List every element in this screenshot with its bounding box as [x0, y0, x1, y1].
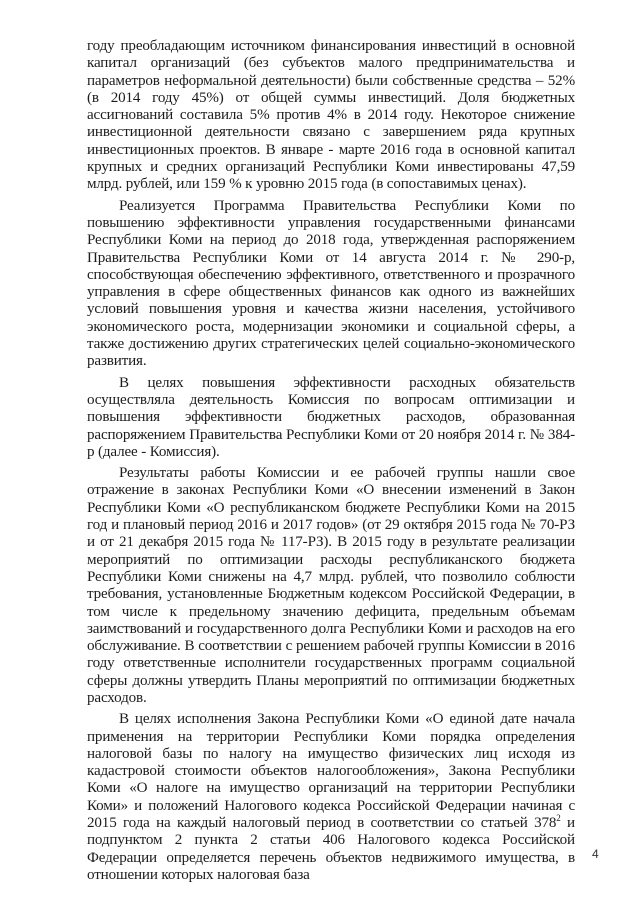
- paragraph-tax-law: [87, 711, 575, 884]
- tax-law-text-start: В целях исполнения Закона Республики Коми «О единой дате начала применения на территории Республики Коми порядка определения налоговой базы по налогу на имущество физических лиц исходя из кадастровой стоимости объектов налогообложения», Закона Республики Коми «О налоге на имущество организаций на территории Республики Коми» и положений Налогового кодекса Российской Федерации начиная с 2015 года на каждый налоговый период в соответствии со статьей 378: [87, 711, 575, 832]
- body-text: [87, 38, 575, 888]
- article-superscript: 2: [556, 813, 561, 824]
- page-number: 4: [592, 847, 599, 861]
- tax-law-text-end: и подпунктом 2 пункта 2 статьи 406 Налогового кодекса Российской Федерации определяется перечень объектов недвижимого имущества, в отношении которых налоговая база: [87, 815, 575, 883]
- paragraph-results: Результаты работы Комиссии и ее рабочей группы нашли свое отражение в законах Республики Коми «О внесении изменений в Закон Республики Коми «О республиканском бюджете Республики Коми на 2015 год и плановый период 2016 и 2017 годов» (от 29 октября 2015 года № 70-РЗ и от 21 декабря 2015 года № 117-РЗ). В 2015 году в результате реализации мероприятий по оптимизации расходы республиканского бюджета Республики Коми снижены на 4,7 млрд. рублей, что позволило соблюсти требования, установленные Бюджетным кодексом Российской Федерации, в том числе к предельному значению дефицита, предельным объемам заимствований и государственного долга Республики Коми и расходов на его обслуживание. В соответствии с решением рабочей группы Комиссии в 2016 году ответственные исполнители государственных программ социальной сферы должны утвердить Планы мероприятий по оптимизации бюджетных расходов.: [87, 465, 575, 706]
- paragraph-investment: году преобладающим источником финансирования инвестиций в основной капитал организаций (без субъектов малого предпринимательства и параметров неформальной деятельности) были собственные средства – 52% (в 2014 году 45%) от общей суммы инвестиций. Доля бюджетных ассигнований составила 5% против 4% в 2014 году. Некоторое снижение инвестиционной деятельности связано с завершением ряда крупных инвестиционных проектов. В январе - марте 2016 года в основной капитал крупных и средних организаций Республики Коми инвестированы 47,59 млрд. рублей, или 159 % к уровню 2015 года (в сопоставимых ценах).: [87, 38, 575, 193]
- paragraph-commission: В целях повышения эффективности расходных обязательств осуществляла деятельность Комиссия по вопросам оптимизации и повышения эффективности бюджетных расходов, образованная распоряжением Правительства Республики Коми от 20 ноября 2014 г. № 384-р (далее - Комиссия).: [87, 374, 575, 460]
- paragraph-program: Реализуется Программа Правительства Республики Коми по повышению эффективности управления государственными финансами Республики Коми на период до 2018 года, утвержденная распоряжением Правительства Республики Коми от 14 августа 2014 г. № 290-р, способствующая обеспечению эффективного, ответственного и прозрачного управления в сфере общественных финансов как одного из важнейших условий повышения уровня и качества жизни населения, устойчивого экономического роста, модернизации экономики и социальной сферы, а также достижению других стратегических целей социально-экономического развития.: [87, 197, 575, 370]
